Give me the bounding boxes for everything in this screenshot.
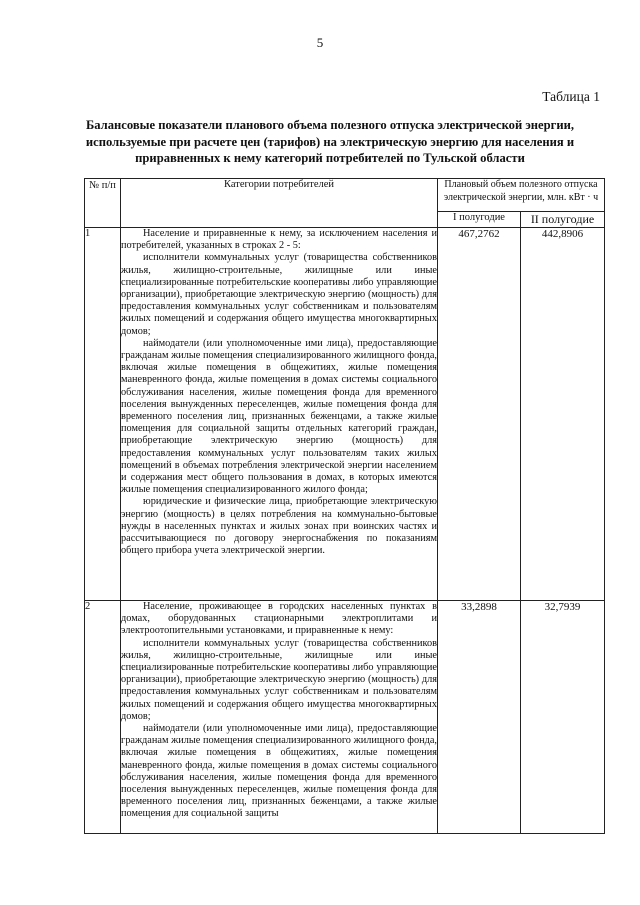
header-half2: II полугодие (521, 212, 605, 228)
table-row (85, 228, 605, 601)
header-category: Категории потребителей (121, 179, 438, 228)
table-label: Таблица 1 (542, 89, 600, 104)
value-half2: 32,7939 (521, 601, 605, 834)
row-number: 1 (85, 228, 121, 601)
header-half1: I полугодие (438, 212, 521, 228)
category-paragraph: Население, проживающее в городских населенных пунктах в домах, оборудованных стационарными электроплитами и электроотопительными установками, и приравненные к нему: (121, 601, 437, 637)
table-row (85, 601, 605, 834)
table-header-row (85, 179, 605, 212)
category-paragraph: исполнители коммунальных услуг (товарищества собственников жилья, жилищно-строительные, жилищные или иные специализированные потребительские кооперативы либо управляющие организации), приобретающие электрическую энергию (мощность) для предоставления коммунальных услуг собственникам и пользователям жилых помещений и содержания общего имущества многоквартирных домов; (121, 252, 437, 337)
category-paragraph: Население и приравненные к нему, за исключением населения и потребителей, указанных в строках 2 - 5: (121, 228, 437, 252)
balance-table (84, 178, 605, 834)
category-paragraph: исполнители коммунальных услуг (товарищества собственников жилья, жилищно-строительные, жилищные или иные специализированные потребительские кооперативы либо управляющие организации), приобретающие электрическую энергию (мощность) для предоставления коммунальных услуг собственникам и пользователям жилых помещений и содержания общего имущества многоквартирных домов; (121, 637, 437, 722)
category-paragraph: наймодатели (или уполномоченные ими лица), предоставляющие гражданам жилые помещения специализированного жилищного фонда, включая жилые помещения в общежитиях, жилые помещения маневренного фонда, жилые помещения в домах системы социального обслуживания населения, жилые помещения фонда для временного поселения вынужденных переселенцев, жилые помещения фонда для временного поселения лиц, признанных беженцами, а также жилые помещения для социальной защиты (121, 723, 437, 820)
row-number: 2 (85, 601, 121, 834)
row-category (121, 601, 438, 834)
value-half2: 442,8906 (521, 228, 605, 601)
page-number: 5 (316, 35, 324, 50)
header-volume: Плановый объем полезного отпуска электрической энергии, млн. кВт · ч (438, 179, 605, 212)
category-paragraph: юридические и физические лица, приобретающие электрическую энергию (мощность) в целях потребления на коммунально-бытовые нужды в населенных пунктах и жилых зонах при воинских частях и рассчитывающиеся по договору энергоснабжения по показаниям общего прибора учета электрической энергии. (121, 496, 437, 557)
row-category (121, 228, 438, 601)
value-half1: 467,2762 (438, 228, 521, 601)
category-paragraph: наймодатели (или уполномоченные ими лица), предоставляющие гражданам жилые помещения специализированного жилищного фонда, включая жилые помещения в общежитиях, жилые помещения маневренного фонда, жилые помещения в домах системы социального обслуживания населения, жилые помещения фонда для временного поселения вынужденных переселенцев, жилые помещения фонда для временного поселения лиц, признанных беженцами, а также жилые помещения для социальной защиты отдельных категорий граждан, приобретающие электрическую энергию (мощность) для предоставления коммунальных услуг пользователям таких жилых помещений в объемах потребления электрической энергии населением и содержания мест общего пользования в домах, в которых имеются жилые помещения специализированного жилого фонда; (121, 337, 437, 496)
value-half1: 33,2898 (438, 601, 521, 834)
header-num: № п/п (85, 179, 121, 228)
document-title: Балансовые показатели планового объема полезного отпуска электрической энергии, используемые при расчете цен (тарифов) на электрическую энергию для населения и приравненных к нему категорий потребителей по Тульской области (85, 118, 575, 165)
